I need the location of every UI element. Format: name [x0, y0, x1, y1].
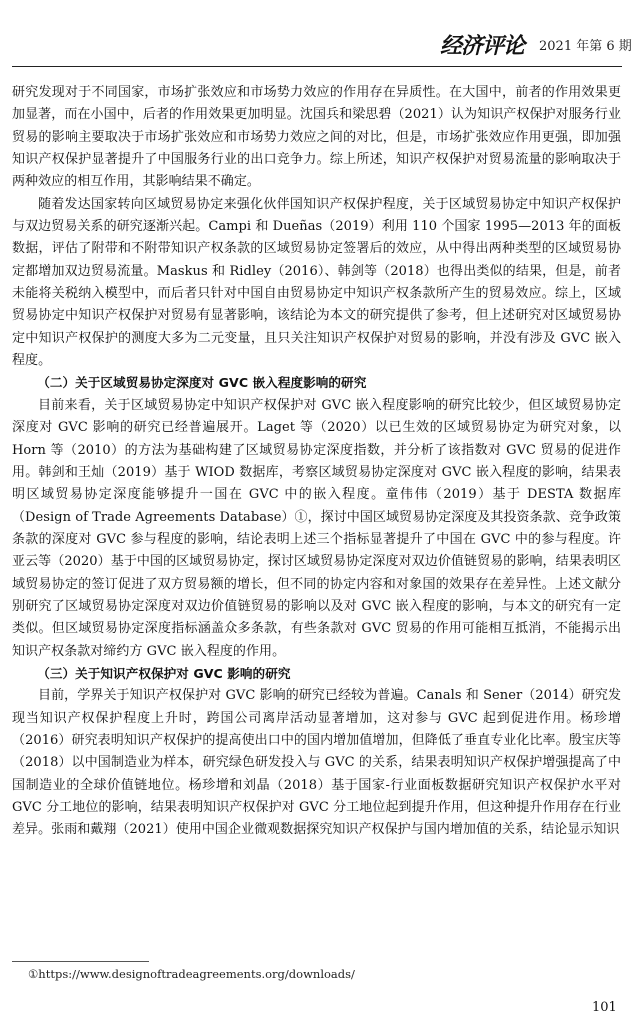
article-body: [12, 82, 621, 842]
paragraph-1: 研究发现对于不同国家，市场扩张效应和市场势力效应的作用存在异质性。在大国中，前者的作用效果更加显著，而在小国中，后者的作用效果更加明显。沈国兵和梁思碧（2021）认为知识产权保护对服务行业贸易的影响主要取决于市场扩张效应和市场势力效应之间的对比，但是，市场扩张效应作用更强，即加强知识产权保护显著提升了中国服务行业的出口竞争力。综上所述，知识产权保护对贸易流量的影响取决于两种效应的相互作用，其影响结果不确定。: [12, 85, 621, 190]
paragraph-4: 目前，学界关于知识产权保护对 GVC 影响的研究已经较为普遍。Canals 和 Sener（2014）研究发现当知识产权保护程度上升时，跨国公司离岸活动显著增加，这对参与 GVC 起到促进作用。杨珍增（2016）研究表明知识产权保护的提高使出口中的国内增加值增加，但降低了垂直专业化比率。殷宝庆等（2018）以中国制造业为样本，研究绿色研发投入与 GVC 的关系，结果表明知识产权保护增强提高了中国制造业的全球价值链地位。杨珍增和刘晶（2018）基于国家-行业面板数据研究知识产权保护水平对 GVC 分工地位的影响，结果表明知识产权保护对 GVC 分工地位起到提升作用，但这种提升作用存在行业差异。张雨和戴翔（2021）使用中国企业微观数据探究知识产权保护与国内增加值的关系，结论显示知识: [12, 688, 621, 838]
footnote-rule: [12, 961, 149, 962]
page-number: 101: [592, 1000, 617, 1015]
issue-label: 2021 年第 6 期: [539, 39, 632, 54]
section-heading-3: （三）关于知识产权保护对 GVC 影响的研究: [37, 665, 291, 681]
footnote: ①https://www.designoftradeagreements.org/downloads/: [28, 967, 355, 981]
header-rule: [12, 66, 622, 67]
page-header: [0, 28, 634, 68]
paragraph-3: 目前来看，关于区域贸易协定中知识产权保护对 GVC 嵌入程度影响的研究比较少，但区域贸易协定深度对 GVC 影响的研究已经普遍展开。Laget 等（2020）以已生效的区域贸易协定为研究对象，以 Horn 等（2010）的方法为基础构建了区域贸易协定深度指数，并分析了该指数对 GVC 贸易的促进作用。韩剑和王灿（2019）基于 WIOD 数据库，考察区域贸易协定深度对 GVC 嵌入程度的影响，结果表明区域贸易协定深度能够提升一国在 GVC 中的嵌入程度。童伟伟（2019）基于 DESTA 数据库（Design of Trade Agreements Database）①，探讨中国区域贸易协定深度及其投资条款、竞争政策条款的深度对 GVC 参与程度的影响，结论表明上述三个指标显著提升了中国在 GVC 中的参与程度。许亚云等（2020）基于中国的区域贸易协定，探讨区域贸易协定深度对双边价值链贸易的影响，结果表明区域贸易协定的签订促进了双方贸易额的增长，但不同的协定内容和对象国的效果存在差异性。上述文献分别研究了区域贸易协定深度对双边价值链贸易的影响以及对 GVC 嵌入程度的影响，与本文的研究有一定类似。但区域贸易协定深度指标涵盖众多条款，有些条款对 GVC 贸易的作用可能相互抵消，不能揭示出知识产权条款对缔约方 GVC 嵌入程度的作用。: [12, 397, 621, 659]
section-heading-2: （二）关于区域贸易协定深度对 GVC 嵌入程度影响的研究: [37, 375, 367, 391]
journal-logo: 经济评论: [440, 33, 525, 59]
paragraph-2: 随着发达国家转向区域贸易协定来强化伙伴国知识产权保护程度，关于区域贸易协定中知识产权保护与双边贸易关系的研究逐渐兴起。Campi 和 Dueñas（2019）利用 110 个国家 1995—2013 年的面板数据，评估了附带和不附带知识产权条款的区域贸易协定签署后的效应，从中得出两种类型的区域贸易协定都增加双边贸易流量。Maskus 和 Ridley（2016）、韩剑等（2018）也得出类似的结果，但是，前者未能将关税纳入模型中，而后者只针对中国自由贸易协定中知识产权条款所产生的贸易效应。综上，区域贸易协定中知识产权保护对贸易有显著影响，该结论为本文的研究提供了参考，但上述研究对区域贸易协定中知识产权保护的测度大多为二元变量，且只关注知识产权保护对贸易的影响，并没有涉及 GVC 嵌入程度。: [12, 196, 621, 369]
